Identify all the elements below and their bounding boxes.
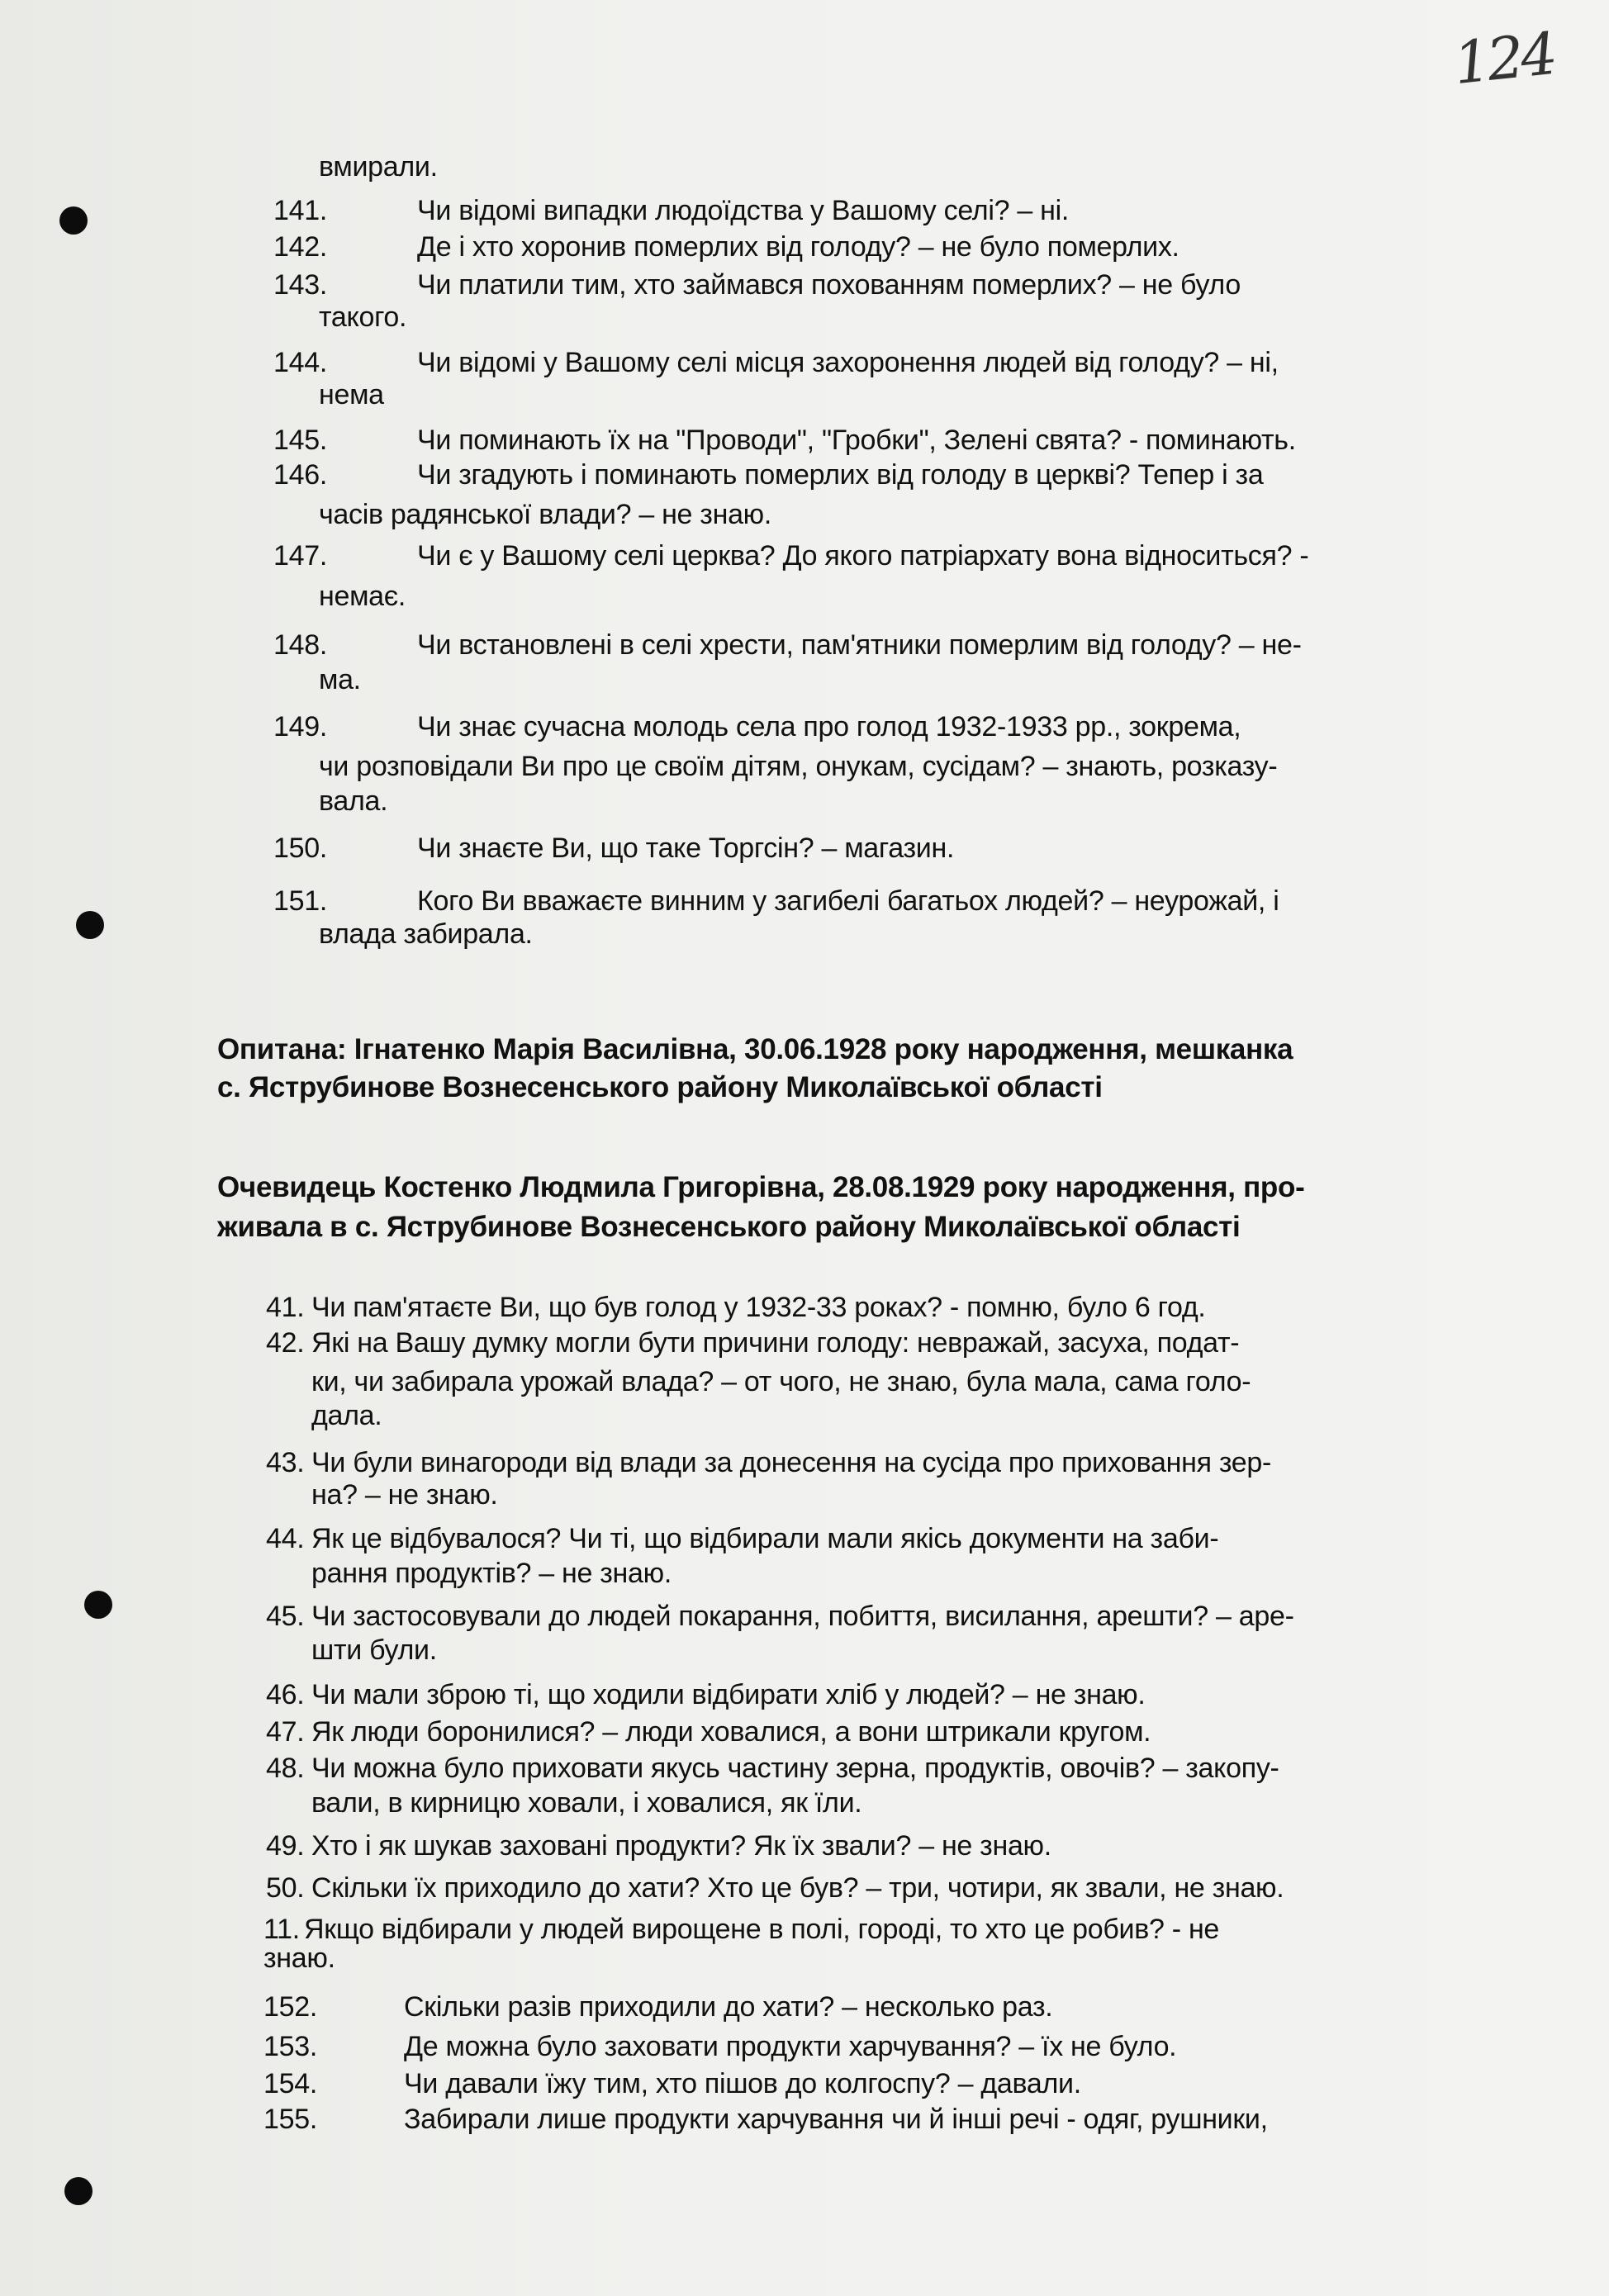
question-text: Чи є у Вашому селі церква? До якого патріархату вона відноситься? - — [417, 540, 1309, 572]
question-number: 147. — [273, 540, 327, 572]
question-text: чи розповідали Ви про це своїм дітям, онукам, сусідам? – знають, розказу- — [319, 751, 1278, 782]
question-text: Чи відомі у Вашому селі місця захоронення людей від голоду? – ні, — [417, 347, 1279, 378]
question-number: 142. — [273, 231, 327, 263]
question-text: дала. — [311, 1400, 382, 1431]
question-text: Хто і як шукав заховані продукти? Як їх звали? – не знаю. — [311, 1830, 1051, 1862]
witness-heading: Очевидець Костенко Людмила Григорівна, 28.08.1929 року народження, про- — [217, 1171, 1305, 1203]
question-text: Чи пам'ятаєте Ви, що був голод у 1932-33 роках? - помню, було 6 год. — [311, 1292, 1206, 1323]
question-text: Де можна було заховати продукти харчування? – їх не було. — [404, 2031, 1177, 2062]
question-text: Чи мали зброю ті, що ходили відбирати хліб у людей? – не знаю. — [311, 1679, 1146, 1710]
question-number: 41. — [266, 1292, 305, 1323]
question-text: Чи відомі випадки людоїдства у Вашому селі? – ні. — [417, 195, 1069, 226]
question-number: 149. — [273, 711, 327, 742]
question-text: Чи давали їжу тим, хто пішов до колгоспу? – давали. — [404, 2068, 1081, 2099]
question-text: часів радянської влади? – не знаю. — [319, 499, 772, 530]
question-text: вали, в кирницю ховали, і ховалися, як їли. — [311, 1787, 862, 1819]
respondent-heading: с. Яструбинове Вознесенського району Миколаївської області — [217, 1071, 1103, 1103]
question-number: 143. — [273, 269, 327, 301]
question-number: 45. — [266, 1601, 305, 1632]
question-text: Чи знаєте Ви, що таке Торгсін? – магазин. — [417, 833, 955, 864]
question-number: 148. — [273, 629, 327, 661]
question-text: Забирали лише продукти харчування чи й інші речі - одяг, рушники, — [404, 2104, 1268, 2135]
question-number: 42. — [266, 1327, 305, 1359]
question-text: Чи можна було приховати якусь частину зерна, продуктів, овочів? – закопу- — [311, 1753, 1279, 1784]
question-number: 155. — [263, 2104, 317, 2135]
question-text: вала. — [319, 785, 388, 817]
question-text: Чи застосовували до людей покарання, побиття, висилання, арешти? – аре- — [311, 1601, 1294, 1632]
question-text: влада забирала. — [319, 918, 533, 950]
question-text: на? – не знаю. — [311, 1479, 498, 1511]
question-number: 153. — [263, 2031, 317, 2062]
question-number: 11. — [263, 1914, 300, 1945]
question-text: Які на Вашу думку могли бути причини голоду: невражай, засуха, подат- — [311, 1327, 1240, 1359]
question-text: Кого Ви вважаєте винним у загибелі багатьох людей? – неурожай, і — [417, 885, 1279, 917]
question-text: Скільки разів приходили до хати? – несколько раз. — [404, 1991, 1053, 2023]
question-text: Чи згадують і поминають померлих від голоду в церкві? Тепер і за — [417, 459, 1264, 491]
question-number: 44. — [266, 1523, 305, 1554]
question-number: 49. — [266, 1830, 305, 1862]
question-text: ки, чи забирала урожай влада? – от чого, не знаю, була мала, сама голо- — [311, 1366, 1251, 1397]
question-text: Де і хто хоронив померлих від голоду? – не було померлих. — [417, 231, 1179, 263]
question-number: 43. — [266, 1447, 305, 1478]
question-number: 48. — [266, 1753, 305, 1784]
question-number: 152. — [263, 1991, 317, 2023]
punch-hole — [76, 911, 104, 939]
question-text: Якщо відбирали у людей вирощене в полі, городі, то хто це робив? - не — [304, 1914, 1220, 1945]
question-number: 141. — [273, 195, 327, 226]
question-number: 46. — [266, 1679, 305, 1710]
question-text: рання продуктів? – не знаю. — [311, 1558, 672, 1589]
question-text: Як це відбувалося? Чи ті, що відбирали мали якісь документи на заби- — [311, 1523, 1219, 1554]
question-number: 154. — [263, 2068, 317, 2099]
question-text: Чи були винагороди від влади за донесення на сусіда про приховання зер- — [311, 1447, 1271, 1478]
witness-heading: живала в с. Яструбинове Вознесенського району Миколаївської області — [217, 1211, 1241, 1243]
question-text: Чи поминають їх на "Проводи", "Гробки", Зелені свята? - поминають. — [417, 425, 1296, 456]
question-text: Чи встановлені в селі хрести, пам'ятники померлим від голоду? – не- — [417, 629, 1302, 661]
question-text: такого. — [319, 301, 407, 333]
question-number: 146. — [273, 459, 327, 491]
question-text: Чи платили тим, хто займався похованням померлих? – не було — [417, 269, 1241, 301]
respondent-heading: Опитана: Ігнатенко Марія Василівна, 30.06.1928 року народження, мешканка — [217, 1033, 1293, 1065]
question-text: Скільки їх приходило до хати? Хто це був? – три, чотири, як звали, не знаю. — [311, 1872, 1284, 1904]
punch-hole — [59, 206, 88, 235]
question-text: вмирали. — [319, 151, 438, 183]
question-text: ма. — [319, 664, 361, 695]
question-text: нема — [319, 379, 384, 410]
question-number: 145. — [273, 425, 327, 456]
question-text: немає. — [319, 581, 406, 612]
question-number: 50. — [266, 1872, 305, 1904]
question-text: Чи знає сучасна молодь села про голод 1932-1933 рр., зокрема, — [417, 711, 1241, 742]
punch-hole — [64, 2177, 93, 2205]
question-number: 151. — [273, 885, 327, 917]
question-text: шти були. — [311, 1634, 437, 1666]
question-number: 150. — [273, 833, 327, 864]
handwritten-page-number: 124 — [1450, 19, 1558, 98]
question-text: Як люди боронилися? – люди ховалися, а вони штрикали кругом. — [311, 1716, 1151, 1748]
question-number: 47. — [266, 1716, 305, 1748]
question-text: знаю. — [263, 1943, 335, 1974]
punch-hole — [84, 1591, 112, 1619]
question-number: 144. — [273, 347, 327, 378]
